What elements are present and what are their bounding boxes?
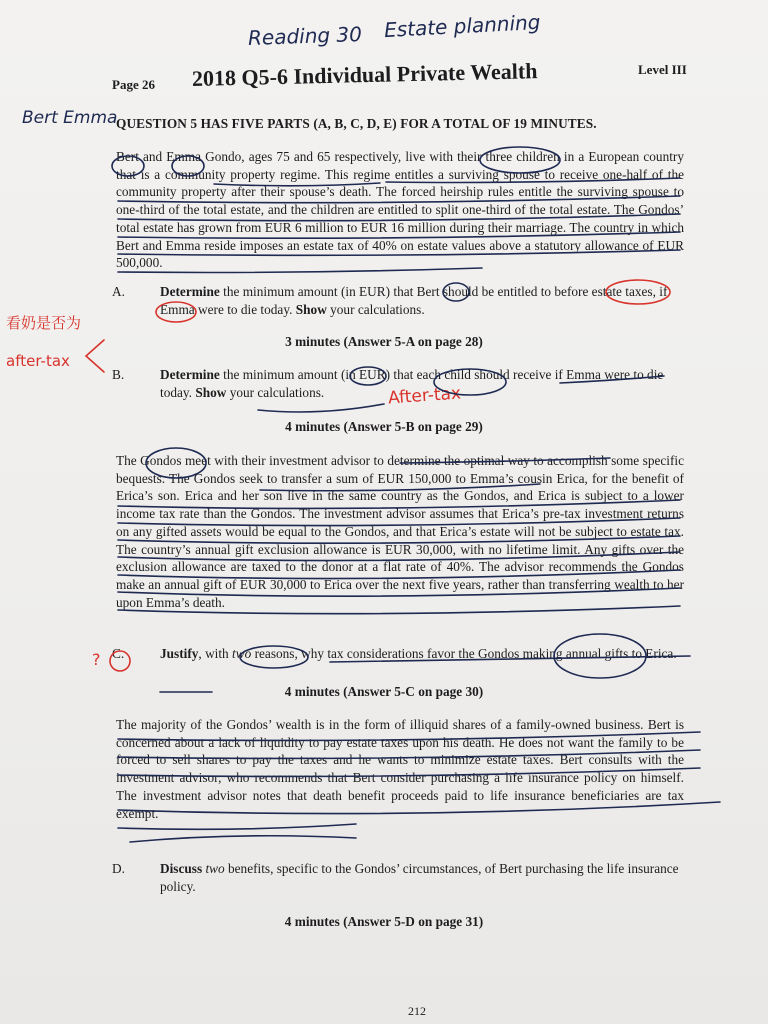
- question-d-two: two: [205, 861, 225, 876]
- handwritten-reading-label: Reading 30: [247, 22, 363, 50]
- handwritten-names: Bert Emma: [22, 108, 118, 128]
- handwritten-after-tax: After-tax: [387, 383, 462, 409]
- question-a-body-1: the minimum amount (in EUR) that Bert should be entitled to before estate taxes, if Emma were to die today.: [160, 284, 668, 317]
- question-d-minutes: 4 minutes (Answer 5-D on page 31): [284, 914, 484, 929]
- question-b-verb: Determine: [160, 367, 220, 382]
- gift-paragraph: The Gondos meet with their investment advisor to determine the optimal way to accomplish some specific bequests. The Gondos seek to transfer a sum of EUR 150,000 to Emma’s cousin Erica, for the benefit of Erica’s son. Erica and her son live in the same country as the Gondos, and Erica is subject to a lower income tax rate than the Gondos. The investment advisor assumes that Erica’s pre-tax investment returns on any gifted assets would be equal to the Gondos, and that Erica’s estate will not be subject to estate tax. The country’s annual gift exclusion allowance is EUR 30,000, with no lifetime limit. Any gifts over the exclusion allowance are taxed to the donor at a flat rate of 40%. The advisor recommends the Gondos make an annual gift of EUR 30,000 to Erica over the next five years, rather than transferring wealth to her upon Emma’s death.: [116, 453, 684, 610]
- question-c-letter: C.: [112, 646, 125, 661]
- question-a-verb: Determine: [160, 284, 220, 299]
- intro-paragraph: Bert and Emma Gondo, ages 75 and 65 respectively, live with their three children in a European country that is a community property regime. This regime entitles a surviving spouse to receive one-half of the community property after their spouse’s death. The forced heirship rules entitle the surviving spouse to one-third of the total estate, and the children are entitled to split one-third of the total estate. The Gondos’ total estate has grown from EUR 6 million to EUR 16 million during their marriage. The country in which Bert and Emma reside imposes an estate tax of 40% on estate values above a statutory allowance of EUR 500,000.: [116, 149, 684, 271]
- question-header: QUESTION 5 HAS FIVE PARTS (A, B, C, D, E) FOR A TOTAL OF 19 MINUTES.: [116, 116, 597, 131]
- question-c: [112, 645, 684, 685]
- page-title: 2018 Q5-6 Individual Private Wealth: [191, 58, 538, 91]
- question-c-verb: Justify: [160, 646, 199, 661]
- question-a-show: Show: [295, 301, 327, 317]
- question-c-minutes: 4 minutes (Answer 5-C on page 30): [284, 684, 484, 699]
- question-b-body-2: your calculations.: [226, 384, 325, 400]
- question-b-letter: B.: [112, 367, 125, 382]
- question-a-minutes: 3 minutes (Answer 5-A on page 28): [285, 334, 483, 349]
- level-label: Level III: [638, 62, 687, 77]
- question-c-body-2: reasons, why tax considerations favor the Gondos making annual gifts to Erica.: [251, 646, 677, 661]
- business-paragraph: The majority of the Gondos’ wealth is in the form of illiquid shares of a family-owned business. Bert is concerned about a lack of liquidity to pay estate taxes upon his death. He does not want the family to be forced to sell shares to pay the taxes and he wants to minimize estate taxes. Bert consults with the investment advisor, who recommends that Bert consider purchasing a life insurance policy on himself. The investment advisor notes that death benefit proceeds paid to life insurance beneficiaries are tax exempt.: [116, 717, 684, 821]
- question-a-text: [160, 283, 684, 318]
- question-a: [112, 283, 684, 323]
- question-b-body-1: the minimum amount (in EUR) that each child should receive if Emma were to die today.: [160, 367, 664, 400]
- footer-page-number: 212: [408, 1004, 426, 1018]
- question-b-show: Show: [195, 384, 227, 400]
- question-c-body-1: , with: [198, 646, 233, 661]
- margin-note-after-tax: after-tax: [6, 352, 70, 370]
- question-a-letter: A.: [112, 284, 125, 299]
- question-d: [112, 860, 684, 900]
- underline-business-6: [130, 836, 356, 842]
- question-d-text: [160, 860, 684, 895]
- question-a-body-2: your calculations.: [326, 301, 425, 317]
- question-mark-note: ?: [92, 650, 101, 669]
- question-b-minutes: 4 minutes (Answer 5-B on page 29): [285, 419, 483, 434]
- margin-note-chinese: 看奶是否为: [6, 314, 82, 332]
- page-label: Page 26: [112, 77, 155, 92]
- question-d-verb: Discuss: [160, 861, 203, 876]
- underline-business-5: [118, 824, 356, 829]
- question-d-body-1: benefits, specific to the Gondos’ circumstances, of Bert purchasing the life insurance policy.: [160, 861, 679, 894]
- question-d-letter: D.: [112, 861, 125, 876]
- handwritten-topic-label: Estate planning: [383, 9, 541, 43]
- question-c-two: two: [232, 646, 252, 661]
- question-c-text: [160, 645, 684, 663]
